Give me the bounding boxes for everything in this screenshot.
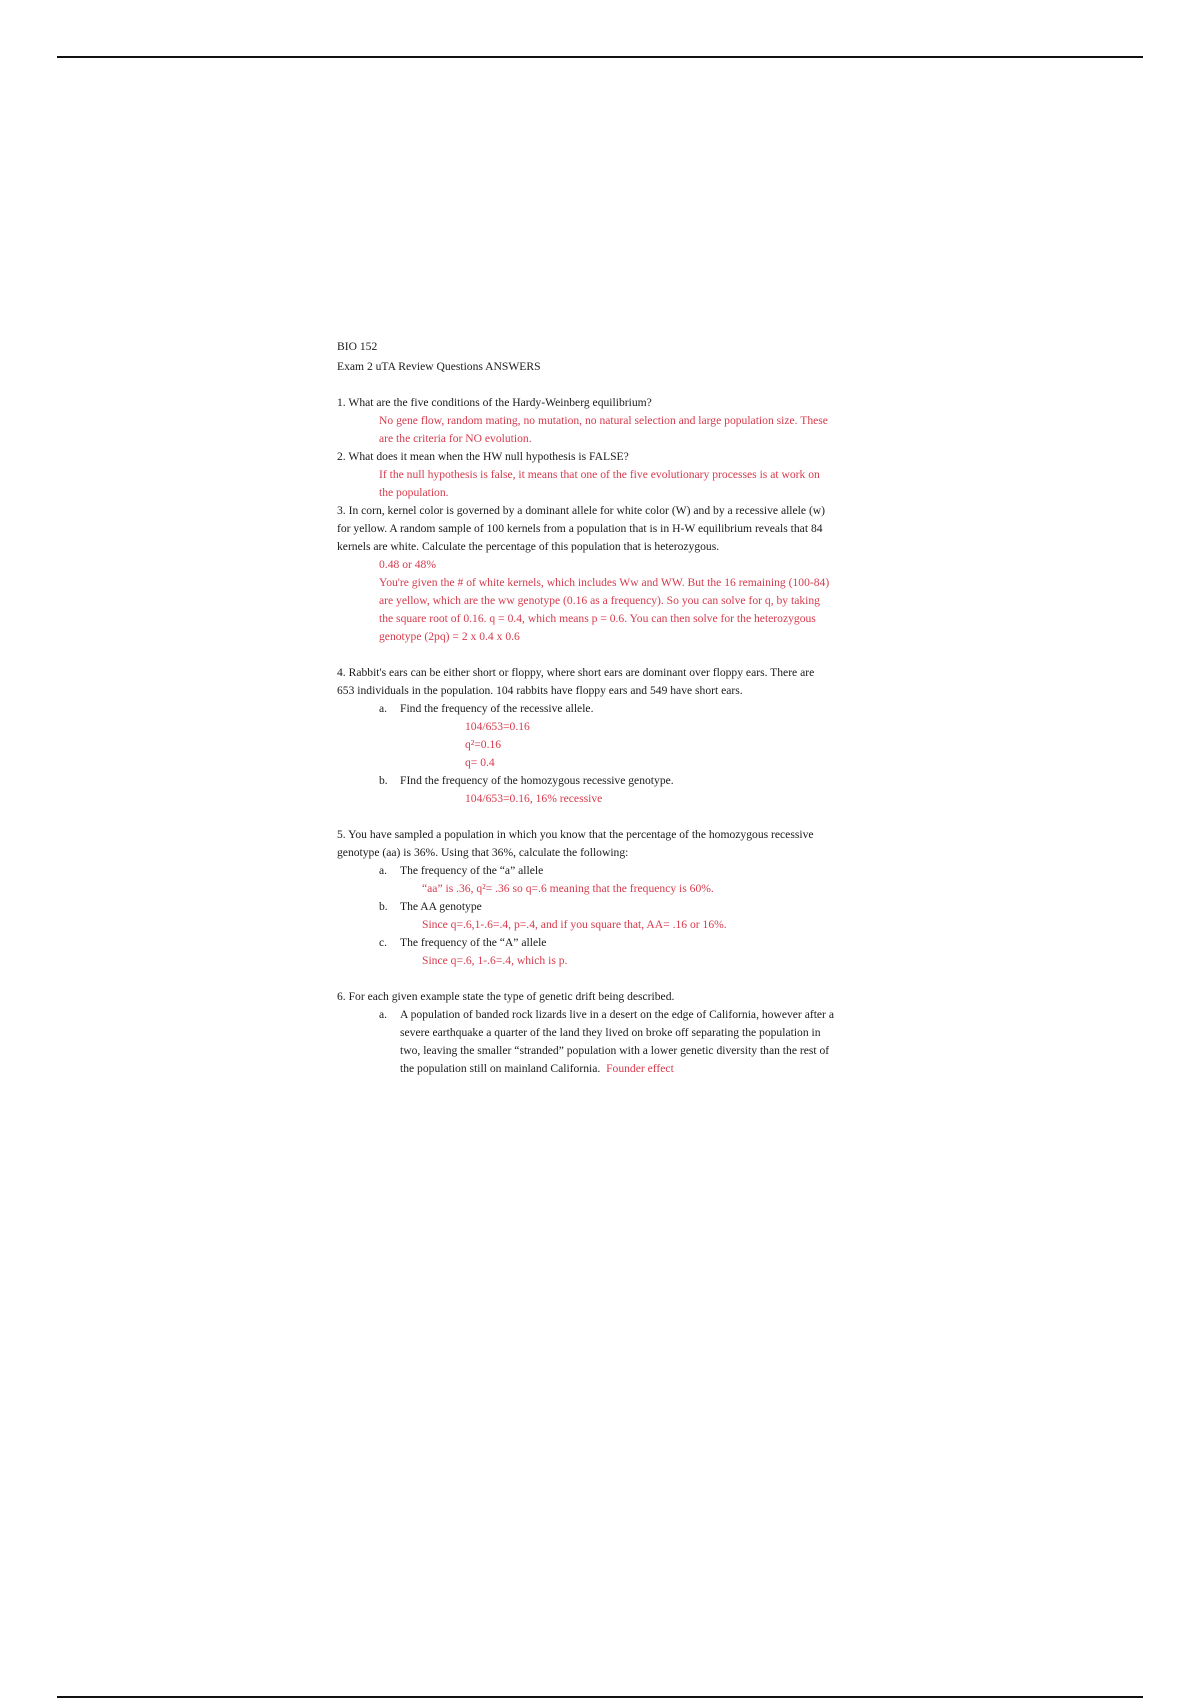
question-4 (337, 664, 897, 808)
question-text: 6. For each given example state the type of genetic drift being described. (337, 990, 675, 1003)
part-answer: 104/653=0.16, 16% recessive (465, 792, 603, 805)
part-label: a. (379, 702, 388, 715)
part-answer: 104/653=0.16 (465, 720, 530, 733)
part-answer: “aa” is .36, q²= .36 so q=.6 meaning that the frequency is 60%. (422, 882, 714, 895)
part-question (337, 700, 897, 718)
part-line: severe earthquake a quarter of the land they lived on broke off separating the population in (400, 1026, 821, 1039)
question-text: 653 individuals in the population. 104 rabbits have floppy ears and 549 have short ears. (337, 684, 743, 697)
question-text: 2. What does it mean when the HW null hypothesis is FALSE? (337, 450, 629, 463)
part-question (337, 934, 897, 952)
part-answer: q²=0.16 (465, 738, 502, 751)
part-answer: Since q=.6, 1-.6=.4, which is p. (422, 954, 568, 967)
part-text (337, 1006, 897, 1024)
answer-text: 0.48 or 48% (379, 558, 436, 571)
part-text (337, 1024, 897, 1042)
part-line: the population still on mainland California. (400, 1062, 601, 1075)
question-text: 4. Rabbit's ears can be either short or floppy, where short ears are dominant over floppy ears. There are (337, 666, 815, 679)
part-text: FInd the frequency of the homozygous recessive genotype. (400, 774, 674, 787)
answer-text: You're given the # of white kernels, which includes Ww and WW. But the 16 remaining (100-84) (379, 576, 830, 589)
question-text: 1. What are the five conditions of the Hardy-Weinberg equilibrium? (337, 396, 652, 409)
question-2 (337, 448, 897, 502)
part-line: A population of banded rock lizards live in a desert on the edge of California, however after a (400, 1008, 834, 1021)
answer-inline: Founder effect (606, 1062, 674, 1075)
part-question (337, 862, 897, 880)
question-text: genotype (aa) is 36%. Using that 36%, calculate the following: (337, 846, 629, 859)
part-label: a. (379, 864, 388, 877)
answer-text: the population. (379, 486, 449, 499)
question-3 (337, 502, 897, 646)
part-answer: Since q=.6,1-.6=.4, p=.4, and if you square that, AA= .16 or 16%. (422, 918, 727, 931)
answer-text: genotype (2pq) = 2 x 0.4 x 0.6 (379, 630, 520, 643)
part-answer: q= 0.4 (465, 756, 495, 769)
question-1 (337, 394, 897, 448)
part-text (337, 1060, 897, 1078)
spacer (337, 808, 897, 826)
document-page (337, 338, 897, 1078)
answer-text: are yellow, which are the ww genotype (0.16 as a frequency). So you can solve for q, by taking (379, 594, 820, 607)
bottom-rule (57, 1696, 1143, 1698)
answer-text: If the null hypothesis is false, it means that one of the five evolutionary processes is at work on (379, 468, 820, 481)
part-label: c. (379, 936, 388, 949)
answer-text: the square root of 0.16. q = 0.4, which means p = 0.6. You can then solve for the heterozygous (379, 612, 816, 625)
part-label: a. (379, 1008, 388, 1021)
spacer (337, 970, 897, 988)
question-5 (337, 826, 897, 970)
answer-text: No gene flow, random mating, no mutation, no natural selection and large population size. These (379, 414, 828, 427)
answer-text: are the criteria for NO evolution. (379, 432, 532, 445)
part-text: The frequency of the “a” allele (400, 864, 544, 877)
part-label: b. (379, 900, 388, 913)
question-text: for yellow. A random sample of 100 kernels from a population that is in H-W equilibrium reveals that 84 (337, 522, 823, 535)
part-question (337, 772, 897, 790)
spacer (337, 646, 897, 664)
part-text: The frequency of the “A” allele (400, 936, 547, 949)
questions-list (337, 394, 897, 1078)
part-label: b. (379, 774, 388, 787)
course-code: BIO 152 (337, 340, 378, 353)
top-rule (57, 56, 1143, 58)
question-text: kernels are white. Calculate the percentage of this population that is heterozygous. (337, 540, 720, 553)
question-6 (337, 988, 897, 1078)
document-title: Exam 2 uTA Review Questions ANSWERS (337, 360, 541, 373)
part-text (337, 1042, 897, 1060)
part-text: Find the frequency of the recessive allele. (400, 702, 594, 715)
part-text: The AA genotype (400, 900, 482, 913)
question-text: 5. You have sampled a population in which you know that the percentage of the homozygous recessive (337, 828, 814, 841)
part-line: two, leaving the smaller “stranded” population with a lower genetic diversity than the rest of (400, 1044, 830, 1057)
question-text: 3. In corn, kernel color is governed by a dominant allele for white color (W) and by a recessive allele (w) (337, 504, 826, 517)
part-question (337, 898, 897, 916)
